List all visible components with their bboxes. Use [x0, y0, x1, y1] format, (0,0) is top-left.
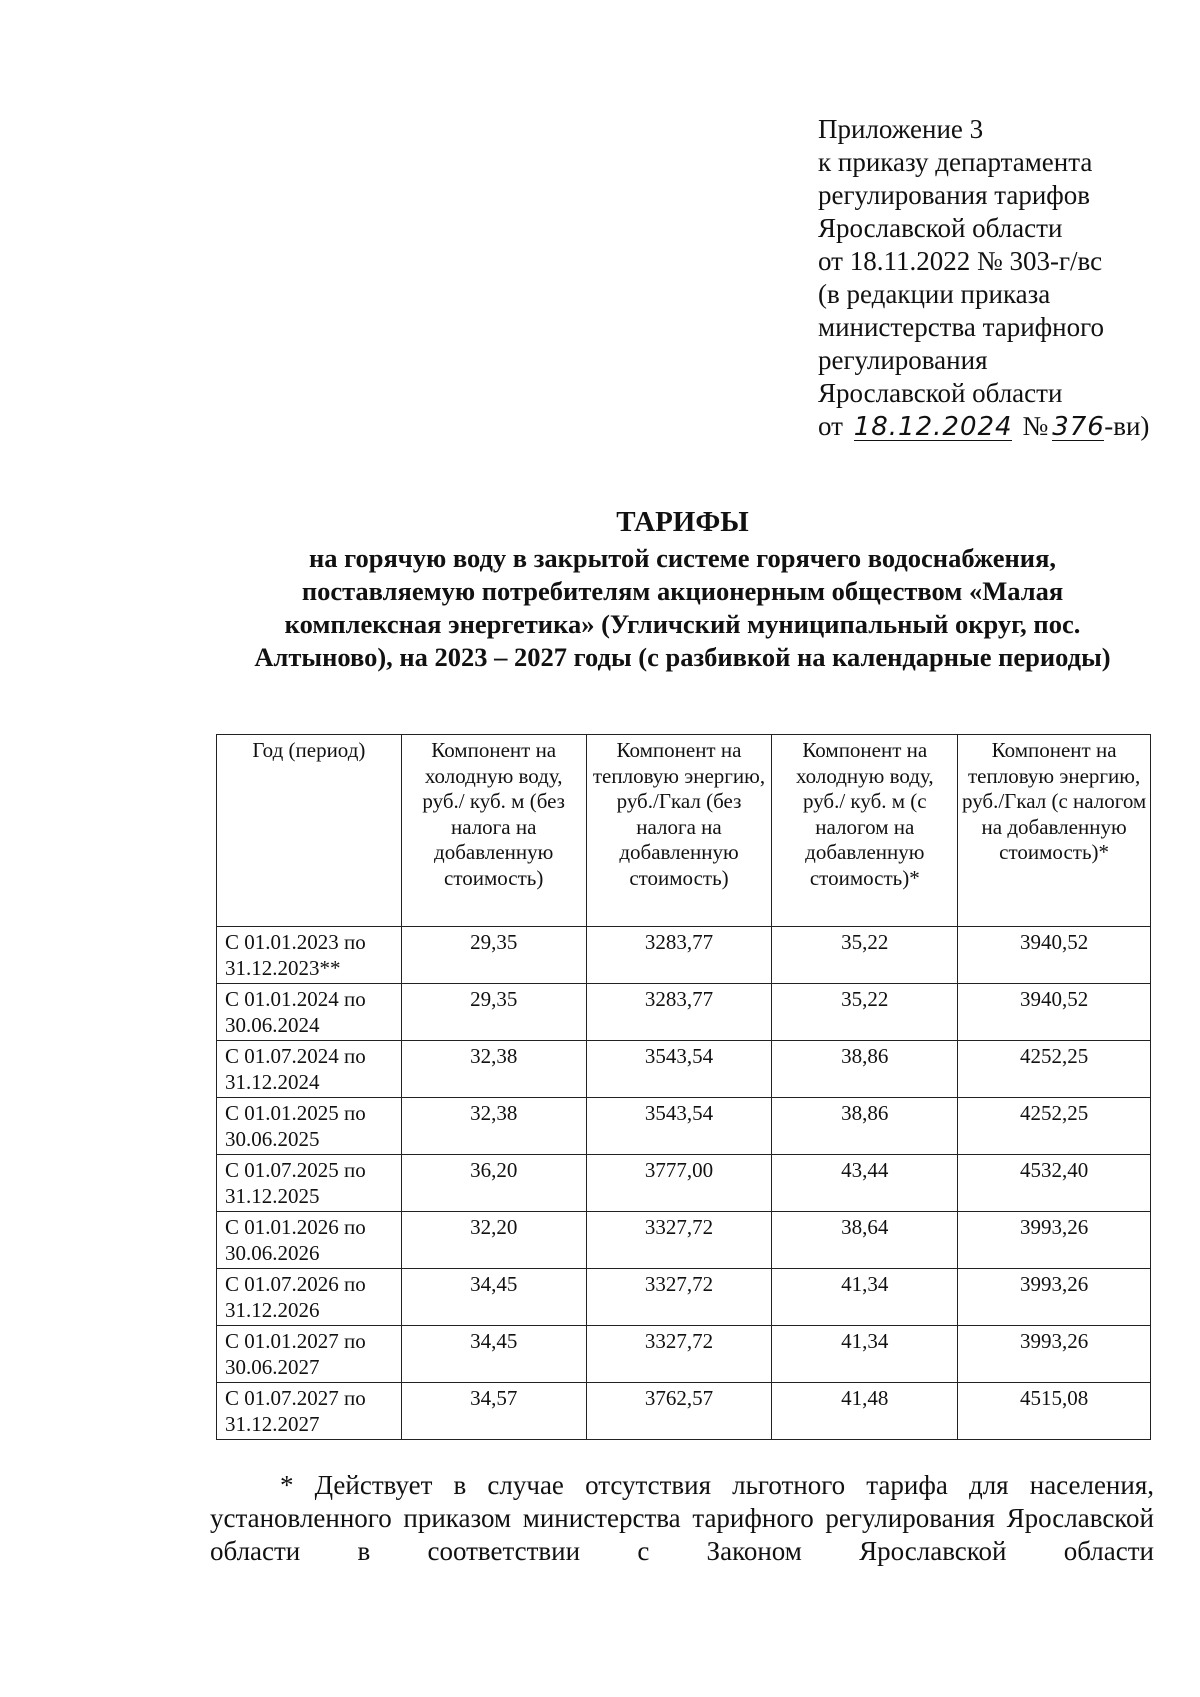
cell-cold-vat: 38,86 [772, 1098, 958, 1155]
cell-period: С 01.01.2023 по 31.12.2023** [217, 927, 402, 984]
cell-period: С 01.07.2025 по 31.12.2025 [217, 1155, 402, 1212]
cell-heat-vat: 3993,26 [958, 1212, 1151, 1269]
cell-period: С 01.01.2027 по 30.06.2027 [217, 1326, 402, 1383]
cell-heat-vat: 4515,08 [958, 1383, 1151, 1440]
cell-cold-vat: 41,34 [772, 1269, 958, 1326]
annex-header [818, 113, 1149, 443]
table-row [217, 1212, 1151, 1269]
handwritten-number: 376 [1052, 412, 1105, 442]
annex-line: от 18.11.2022 № 303-г/вс [818, 246, 1103, 276]
title-main: ТАРИФЫ [616, 506, 749, 538]
cell-heat: 3327,72 [586, 1212, 772, 1269]
cell-cold-vat: 41,34 [772, 1326, 958, 1383]
title-subtitle: на горячую воду в закрытой системе горячего водоснабжения, поставляемую потребителям акционерным обществом «Малая комплексная энергетика» (Угличский муниципальный округ, пос. Алтыново), на 2023 – 2027 годы (с разбивкой на календарные периоды) [254, 543, 1111, 672]
cell-cold-vat: 43,44 [772, 1155, 958, 1212]
table-row [217, 1326, 1151, 1383]
cell-heat: 3543,54 [586, 1041, 772, 1098]
annex-line: регулирования [818, 345, 988, 375]
cell-period: С 01.01.2024 по 30.06.2024 [217, 984, 402, 1041]
annex-amendment-line [818, 410, 1149, 443]
cell-period: С 01.07.2024 по 31.12.2024 [217, 1041, 402, 1098]
amendment-suffix: -ви) [1104, 411, 1150, 441]
cell-cold: 32,20 [401, 1212, 586, 1269]
cell-heat-vat: 4252,25 [958, 1041, 1151, 1098]
cell-cold: 34,45 [401, 1326, 586, 1383]
number-sign: № [1022, 411, 1049, 441]
table-row [217, 1269, 1151, 1326]
header-cold-water: Компонент на холодную воду, руб./ куб. м (без налога на добавленную стоимость) [401, 735, 586, 927]
cell-cold: 32,38 [401, 1098, 586, 1155]
cell-heat-vat: 3940,52 [958, 984, 1151, 1041]
cell-period: С 01.01.2026 по 30.06.2026 [217, 1212, 402, 1269]
cell-heat-vat: 3993,26 [958, 1326, 1151, 1383]
cell-cold: 29,35 [401, 984, 586, 1041]
handwritten-date: 18.12.2024 [853, 412, 1013, 442]
cell-heat-vat: 3940,52 [958, 927, 1151, 984]
cell-heat: 3543,54 [586, 1098, 772, 1155]
annex-line: министерства тарифного [818, 312, 1105, 342]
cell-cold-vat: 38,64 [772, 1212, 958, 1269]
cell-heat-vat: 4532,40 [958, 1155, 1151, 1212]
cell-cold-vat: 41,48 [772, 1383, 958, 1440]
cell-heat: 3283,77 [586, 927, 772, 984]
table-row [217, 984, 1151, 1041]
cell-heat: 3283,77 [586, 984, 772, 1041]
header-thermal-energy-vat: Компонент на тепловую энергию, руб./Гкал (с налогом на добавленную стоимость)* [958, 735, 1151, 927]
cell-cold: 29,35 [401, 927, 586, 984]
table-row [217, 1155, 1151, 1212]
cell-cold: 34,57 [401, 1383, 586, 1440]
header-cold-water-vat: Компонент на холодную воду, руб./ куб. м (с налогом на добавленную стоимость)* [772, 735, 958, 927]
footnote [210, 1469, 1154, 1568]
cell-heat-vat: 3993,26 [958, 1269, 1151, 1326]
cell-heat: 3327,72 [586, 1326, 772, 1383]
cell-heat-vat: 4252,25 [958, 1098, 1151, 1155]
annex-line: к приказу департамента [818, 147, 1093, 177]
document-title [230, 504, 1135, 674]
header-period: Год (период) [217, 735, 402, 927]
cell-cold: 36,20 [401, 1155, 586, 1212]
tariff-table [216, 734, 1151, 1440]
table-row [217, 1383, 1151, 1440]
cell-heat: 3777,00 [586, 1155, 772, 1212]
footnote-text: * Действует в случае отсутствия льготного тарифа для населения, установленного приказом министерства тарифного регулирования Ярославской области в соответствии с Законом Ярославской области [210, 1470, 1154, 1566]
annex-line: (в редакции приказа [818, 279, 1051, 309]
cell-cold-vat: 38,86 [772, 1041, 958, 1098]
table-row [217, 1098, 1151, 1155]
annex-line: Ярославской области [818, 213, 1063, 243]
cell-period: С 01.01.2025 по 30.06.2025 [217, 1098, 402, 1155]
table-header-row [217, 735, 1151, 927]
cell-cold: 32,38 [401, 1041, 586, 1098]
cell-period: С 01.07.2026 по 31.12.2026 [217, 1269, 402, 1326]
cell-cold: 34,45 [401, 1269, 586, 1326]
annex-line: регулирования тарифов [818, 180, 1091, 210]
cell-cold-vat: 35,22 [772, 927, 958, 984]
amendment-prefix: от [818, 411, 843, 441]
cell-heat: 3327,72 [586, 1269, 772, 1326]
header-thermal-energy: Компонент на тепловую энергию, руб./Гкал (без налога на добавленную стоимость) [586, 735, 772, 927]
annex-line: Ярославской области [818, 378, 1063, 408]
cell-heat: 3762,57 [586, 1383, 772, 1440]
cell-cold-vat: 35,22 [772, 984, 958, 1041]
cell-period: С 01.07.2027 по 31.12.2027 [217, 1383, 402, 1440]
table-row [217, 1041, 1151, 1098]
annex-line: Приложение 3 [818, 114, 984, 144]
table-row [217, 927, 1151, 984]
